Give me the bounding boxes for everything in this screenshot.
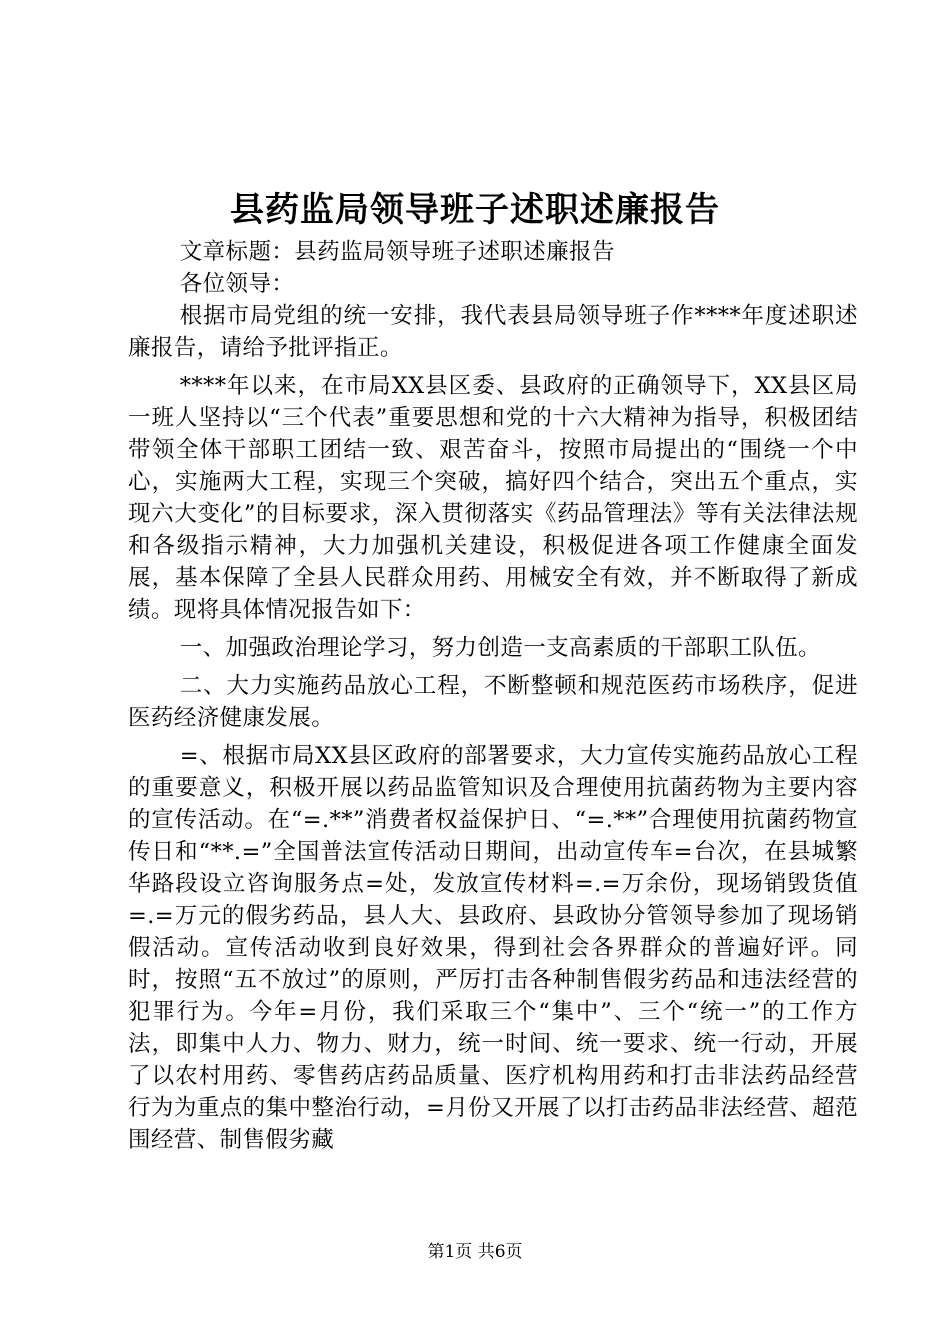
paragraph-intro: 根据市局党组的统一安排，我代表县局领导班子作****年度述职述廉报告，请给予批评指正。 [128,303,858,361]
paragraph-publicity: =、根据市局XX县区政府的部署要求，大力宣传实施药品放心工程的重要意义，积极开展以药品监管知识及合理使用抗菌药物为主要内容的宣传活动。在“=.**”消费者权益保护日、“=.**”合理使用抗菌药物宣传日和“**.=”全国普法宣传活动日期间，出动宣传车=台次，在县城繁华路段设立咨询服务点=处，发放宣传材料=.=万余份，现场销毁货值=.=万元的假劣药品，县人大、县政府、县政协分管领导参加了现场销假活动。宣传活动收到良好效果，得到社会各界群众的普遍好评。同时，按照“五不放过”的原则，严厉打击各种制售假劣药品和违法经营的犯罪行为。今年=月份，我们采取三个“集中”、三个“统一”的工作方法，即集中人力、物力、财力，统一时间、统一要求、统一行动，开展了以农村用药、零售药店药品质量、医疗机构用药和打击非法药品经营行为为重点的集中整治行动，=月份又开展了以打击药品非法经营、超范围经营、制售假劣藏 [128,743,858,1153]
article-title-line: 文章标题：县药监局领导班子述职述廉报告 [179,239,615,265]
document-title: 县药监局领导班子述职述廉报告 [230,190,720,230]
section-heading-2: 二、大力实施药品放心工程，不断整顿和规范医药市场秩序，促进医药经济健康发展。 [128,673,858,731]
page-indicator: 第1页 共6页 [427,1242,523,1262]
paragraph-overview: ****年以来，在市局XX县区委、县政府的正确领导下，XX县区局一班人坚持以“三个代表”重要思想和党的十六大精神为指导，积极团结带领全体干部职工团结一致、艰苦奋斗，按照市局提出的“围绕一个中心，实施两大工程，实现三个突破，搞好四个结合，突出五个重点，实现六大变化”的目标要求，深入贯彻落实《药品管理法》等有关法律法规和各级指示精神，大力加强机关建设，积极促进各项工作健康全面发展，基本保障了全县人民群众用药、用械安全有效，并不断取得了新成绩。现将具体情况报告如下： [128,373,858,623]
document-body [128,236,858,1162]
section-heading-1: 一、加强政治理论学习，努力创造一支高素质的干部职工队伍。 [179,635,821,661]
salutation: 各位领导： [179,271,295,297]
